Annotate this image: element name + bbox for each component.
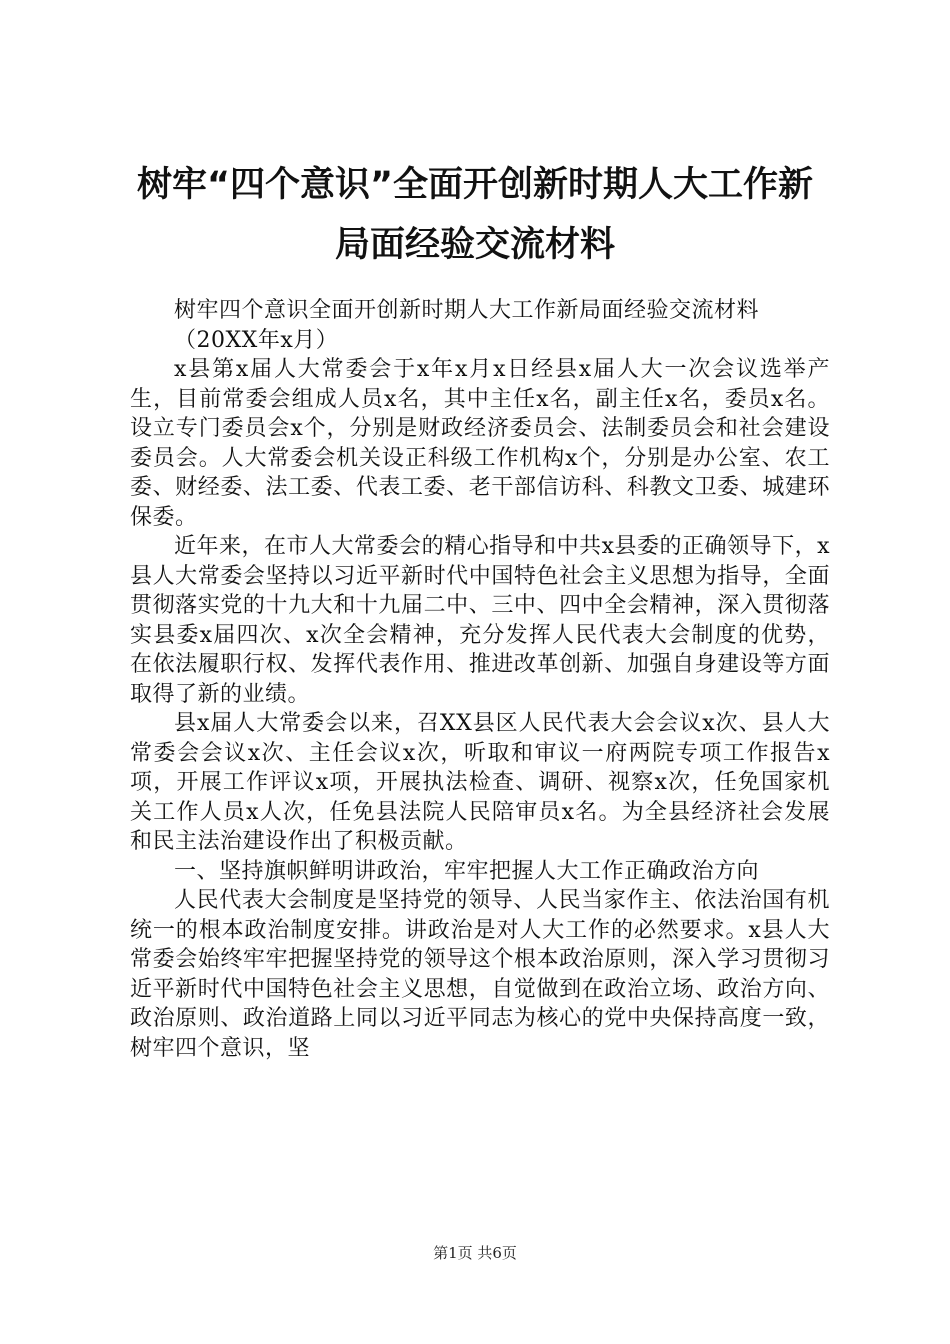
subtitle-paragraph: 树牢四个意识全面开创新时期人大工作新局面经验交流材料	[174, 298, 760, 323]
body-paragraph: 近年来，在市人大常委会的精心指导和中共x县委的正确领导下，x县人大常委会坚持以习近平新时代中国特色社会主义思想为指导，全面贯彻落实党的十九大和十九届二中、三中、四中全会精神，深入贯彻落实县委x届四次、x次全会精神，充分发挥人民代表大会制度的优势，在依法履职行权、发挥代表作用、推进改革创新、加强自身建设等方面取得了新的业绩。	[130, 534, 830, 707]
body-paragraph: 县x届人大常委会以来，召XX县区人民代表大会会议x次、县人大常委会会议x次、主任会议x次，听取和审议一府两院专项工作报告x项，开展工作评议x项，开展执法检查、调研、视察x次，任免国家机关工作人员x人次，任免县法院人民陪审员x名。为全县经济社会发展和民主法治建设作出了积极贡献。	[130, 711, 831, 854]
document-title-line-1: 树牢“四个意识”全面开创新时期人大工作新	[136, 165, 813, 205]
date-paragraph: （20XX年x月）	[174, 327, 339, 353]
document-title-line-2: 局面经验交流材料	[334, 225, 615, 265]
document-body	[130, 296, 830, 1063]
body-paragraph: x县第x届人大常委会于x年x月x日经县x届人大一次会议选举产生，目前常委会组成人员x名，其中主任x名，副主任x名，委员x名。设立专门委员会x个，分别是财政经济委员会、法制委员会和社会建设委员会。人大常委会机关设正科级工作机构x个，分别是办公室、农工委、财经委、法工委、代表工委、老干部信访科、科教文卫委、城建环保委。	[130, 357, 830, 530]
section-heading: 一、坚持旗帜鲜明讲政治，牢牢把握人大工作正确政治方向	[174, 858, 760, 884]
body-paragraph: 人民代表大会制度是坚持党的领导、人民当家作主、依法治国有机统一的根本政治制度安排。讲政治是对人大工作的必然要求。x县人大常委会始终牢牢把握坚持党的领导这个根本政治原则，深入学习贯彻习近平新时代中国特色社会主义思想，自觉做到在政治立场、政治方向、政治原则、政治道路上同以习近平同志为核心的党中央保持高度一致，树牢四个意识，坚	[130, 888, 830, 1061]
page-number-footer: 第1页 共6页	[433, 1244, 517, 1262]
